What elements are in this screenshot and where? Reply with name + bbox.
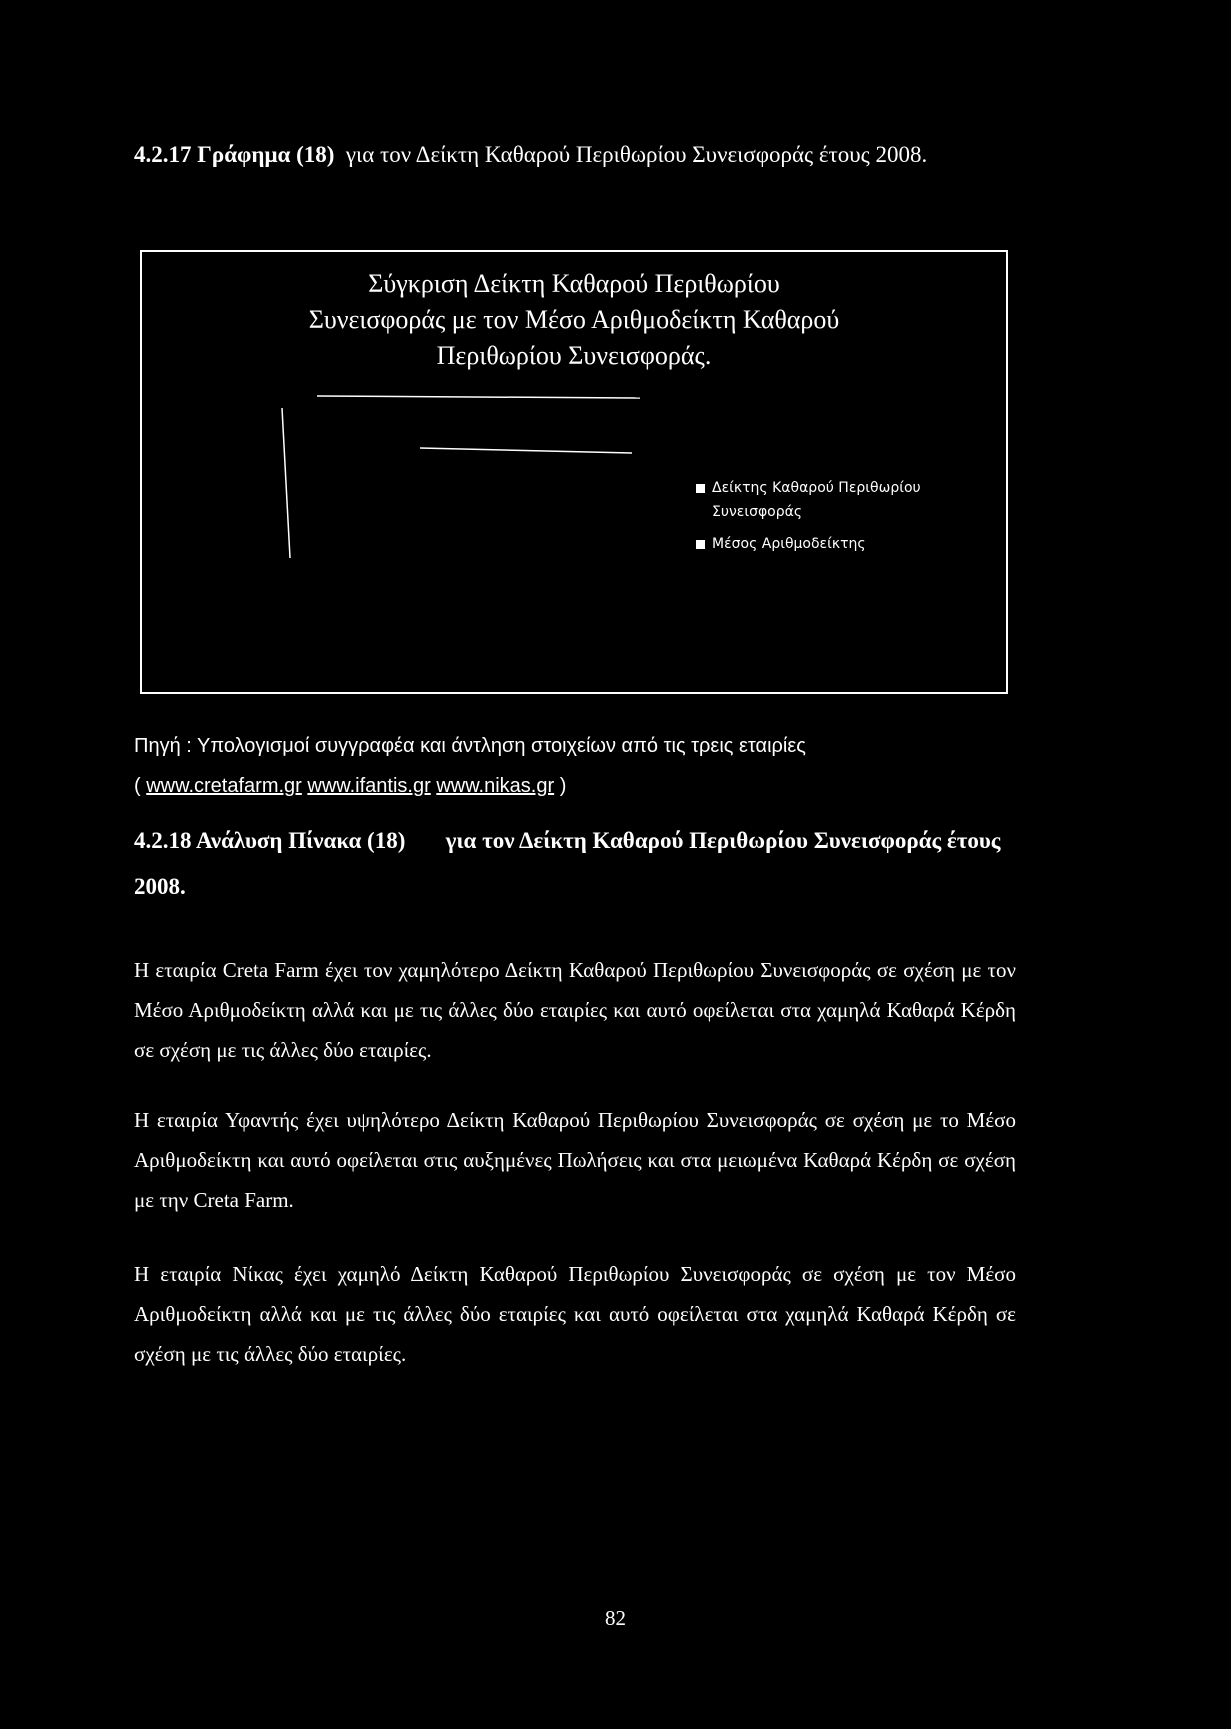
section-number: 4.2.17 Γράφημα (18) xyxy=(134,142,335,167)
page-number: 82 xyxy=(605,1606,626,1630)
link-ifantis[interactable]: www.ifantis.gr xyxy=(307,775,431,797)
paragraph-yfantis: Η εταιρία Υφαντής έχει υψηλότερο Δείκτη Καθαρού Περιθωρίου Συνεισφοράς σε σχέση με το Μέσο Αριθμοδείκτη και αυτό οφείλεται στις αυξημένες Πωλήσεις και στα μειωμένα Καθαρά Κέρδη σε σχέση με την Creta Farm. xyxy=(134,1108,1016,1212)
chart-axis-line xyxy=(282,408,290,558)
chart-gridline xyxy=(420,448,632,453)
chart-gridline xyxy=(317,396,640,398)
legend-label: Δείκτης Καθαρού Περιθωρίου xyxy=(712,480,921,496)
legend-label: Συνεισφοράς xyxy=(712,504,803,520)
legend-item-average-index xyxy=(696,532,921,556)
chart-title-line-3: Περιθωρίου Συνεισφοράς. xyxy=(436,341,712,370)
paragraph-creta-farm: Η εταιρία Creta Farm έχει τον χαμηλότερο Δείκτη Καθαρού Περιθωρίου Συνεισφοράς σε σχέση με τον Μέσο Αριθμοδείκτη αλλά και με τις άλλες δύο εταιρίες και αυτό οφείλεται στα χαμηλά Καθαρά Κέρδη σε σχέση με τις άλλες δύο εταιρίες. xyxy=(134,958,1016,1062)
source-paren-close: ) xyxy=(559,775,567,797)
section-heading-4-2-17 xyxy=(134,132,1014,178)
section-heading-4-2-18 xyxy=(134,818,1014,910)
section-heading-text: για τον Δείκτη Καθαρού Περιθωρίου Συνεισφοράς έτους 2008. xyxy=(134,828,1001,899)
chart-title-line-2: Συνεισφοράς με τον Μέσο Αριθμοδείκτη Καθαρού xyxy=(308,305,840,334)
legend-item-net-margin-index xyxy=(696,476,921,524)
legend-label: Μέσος Αριθμοδείκτης xyxy=(712,536,866,552)
section-number: 4.2.18 Ανάλυση Πίνακα (18) xyxy=(134,828,406,853)
chart-title-line-1: Σύγκριση Δείκτη Καθαρού Περιθωρίου xyxy=(368,269,780,298)
legend-swatch-icon xyxy=(696,540,705,549)
section-heading-text: για τον Δείκτη Καθαρού Περιθωρίου Συνεισφοράς έτους 2008. xyxy=(345,142,928,167)
source-links xyxy=(134,766,1034,806)
chart-container xyxy=(140,250,1008,694)
legend-swatch-icon xyxy=(696,484,705,493)
source-note xyxy=(134,726,1034,806)
source-label: Πηγή : Υπολογισμοί συγγραφέα και άντληση στοιχείων από τις τρεις εταιρίες xyxy=(134,735,806,757)
paragraph-nikas: Η εταιρία Νίκας έχει χαμηλό Δείκτη Καθαρού Περιθωρίου Συνεισφοράς σε σχέση με τον Μέσο Αριθμοδείκτη αλλά και με τις άλλες δύο εταιρίες και αυτό οφείλεται στα χαμηλά Καθαρά Κέρδη σε σχέση με τις άλλες δύο εταιρίες. xyxy=(134,1262,1016,1366)
source-paren-open: ( xyxy=(134,775,141,797)
chart-plot-area xyxy=(142,252,1006,692)
link-nikas[interactable]: www.nikas.gr xyxy=(436,775,555,797)
link-cretafarm[interactable]: www.cretafarm.gr xyxy=(146,775,302,797)
chart-legend xyxy=(696,476,921,556)
